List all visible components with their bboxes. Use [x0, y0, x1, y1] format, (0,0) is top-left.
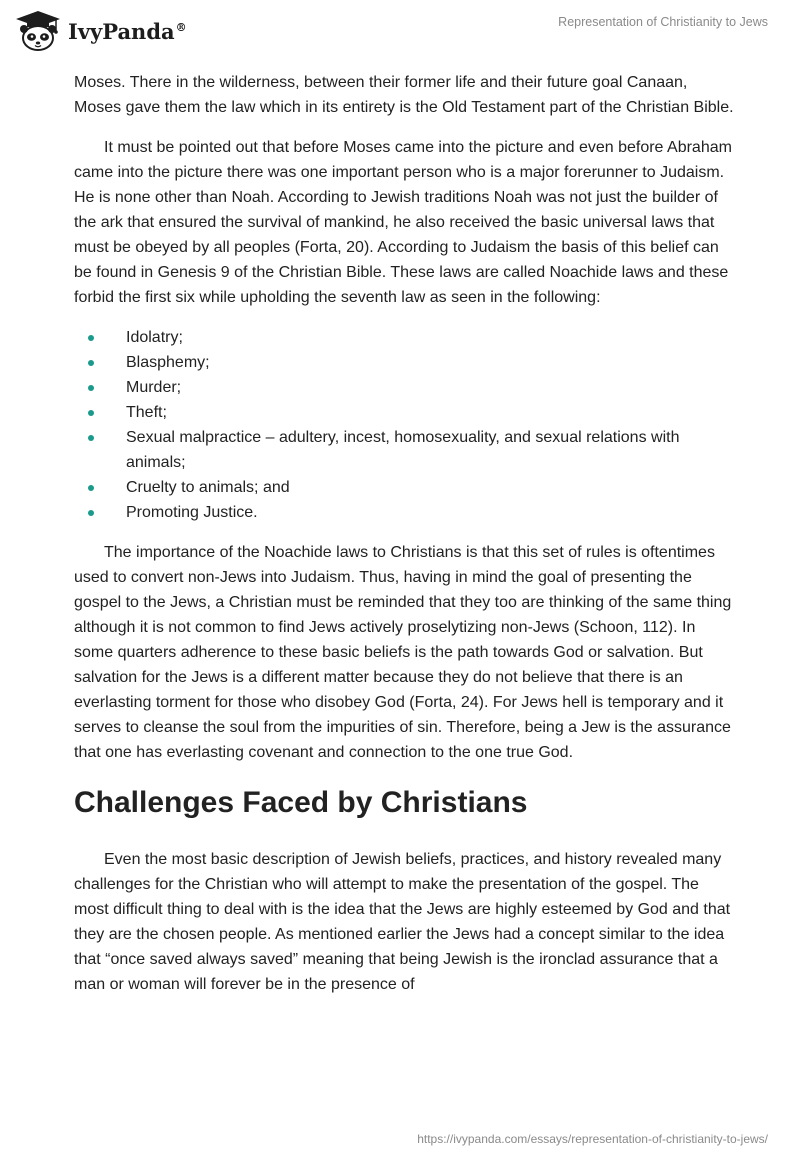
source-url[interactable]: https://ivypanda.com/essays/representation-of-christianity-to-jews/: [417, 1132, 768, 1146]
paragraph-noah: It must be pointed out that before Moses came into the picture and even before Abraham came into the picture there was one important person who is a major forerunner to Judaism. He is none other than Noah. According to Jewish traditions Noah was not just the builder of the ark that ensured the survival of mankind, he also received the basic universal laws that must be obeyed by all peoples (Forta, 20). According to Judaism the basis of this belief can be found in Genesis 9 of the Christian Bible. These laws are called Noachide laws and these forbid the first six while upholding the seventh law as seen in the following:: [74, 139, 732, 306]
list-item: Cruelty to animals; and: [74, 475, 734, 500]
bullet-dot-icon: [88, 485, 94, 491]
bullet-dot-icon: [88, 410, 94, 416]
list-item: Murder;: [74, 375, 734, 400]
list-item: Theft;: [74, 400, 734, 425]
bullet-dot-icon: [88, 435, 94, 441]
noachide-laws-list: [74, 325, 734, 525]
paragraph-challenges: Even the most basic description of Jewish beliefs, practices, and history revealed many challenges for the Christian who will attempt to make the presentation of the gospel. The most difficult thing to deal with is the idea that the Jews are highly esteemed by God and that they are the chosen people. As mentioned earlier the Jews had a concept similar to the idea that “once saved always saved” meaning that being Jewish is the ironclad assurance that a man or woman will forever be in the presence of: [74, 851, 731, 993]
paragraph-noachide-importance: The importance of the Noachide laws to Christians is that this set of rules is oftentimes used to convert non-Jews into Judaism. Thus, having in mind the goal of presenting the gospel to the Jews, a Christian must be reminded that they too are thinking of the same thing although it is not common to find Jews actively proselytizing non-Jews (Schoon, 112). In some quarters adherence to these basic beliefs is the path towards God or salvation. But salvation for the Jews is a different matter because they do not believe that there is an everlasting torment for those who disobey God (Forta, 24). For Jews hell is temporary and it serves to cleanse the soul from the impurities of sin. Therefore, being a Jew is the assurance that one has everlasting covenant and connection to the one true God.: [74, 544, 732, 761]
panda-graduate-icon: [14, 9, 62, 53]
bullet-dot-icon: [88, 385, 94, 391]
document-title: Representation of Christianity to Jews: [558, 15, 768, 29]
bullet-dot-icon: [88, 360, 94, 366]
page-header: [0, 0, 800, 64]
section-heading: Challenges Faced by Christians: [74, 786, 528, 819]
bullet-dot-icon: [88, 510, 94, 516]
list-item: Idolatry;: [74, 325, 734, 350]
list-item: Promoting Justice.: [74, 500, 734, 525]
list-item: Blasphemy;: [74, 350, 734, 375]
ivypanda-logo[interactable]: [14, 9, 187, 53]
brand-name: IvyPanda®: [68, 18, 187, 44]
list-item: Sexual malpractice – adultery, incest, homosexuality, and sexual relations with animals;: [74, 425, 734, 475]
paragraph-continued: Moses. There in the wilderness, between their former life and their future goal Canaan, Moses gave them the law which in its entirety is the Old Testament part of the Christian Bible.: [74, 74, 734, 116]
essay-body: [74, 70, 734, 997]
bullet-dot-icon: [88, 335, 94, 341]
